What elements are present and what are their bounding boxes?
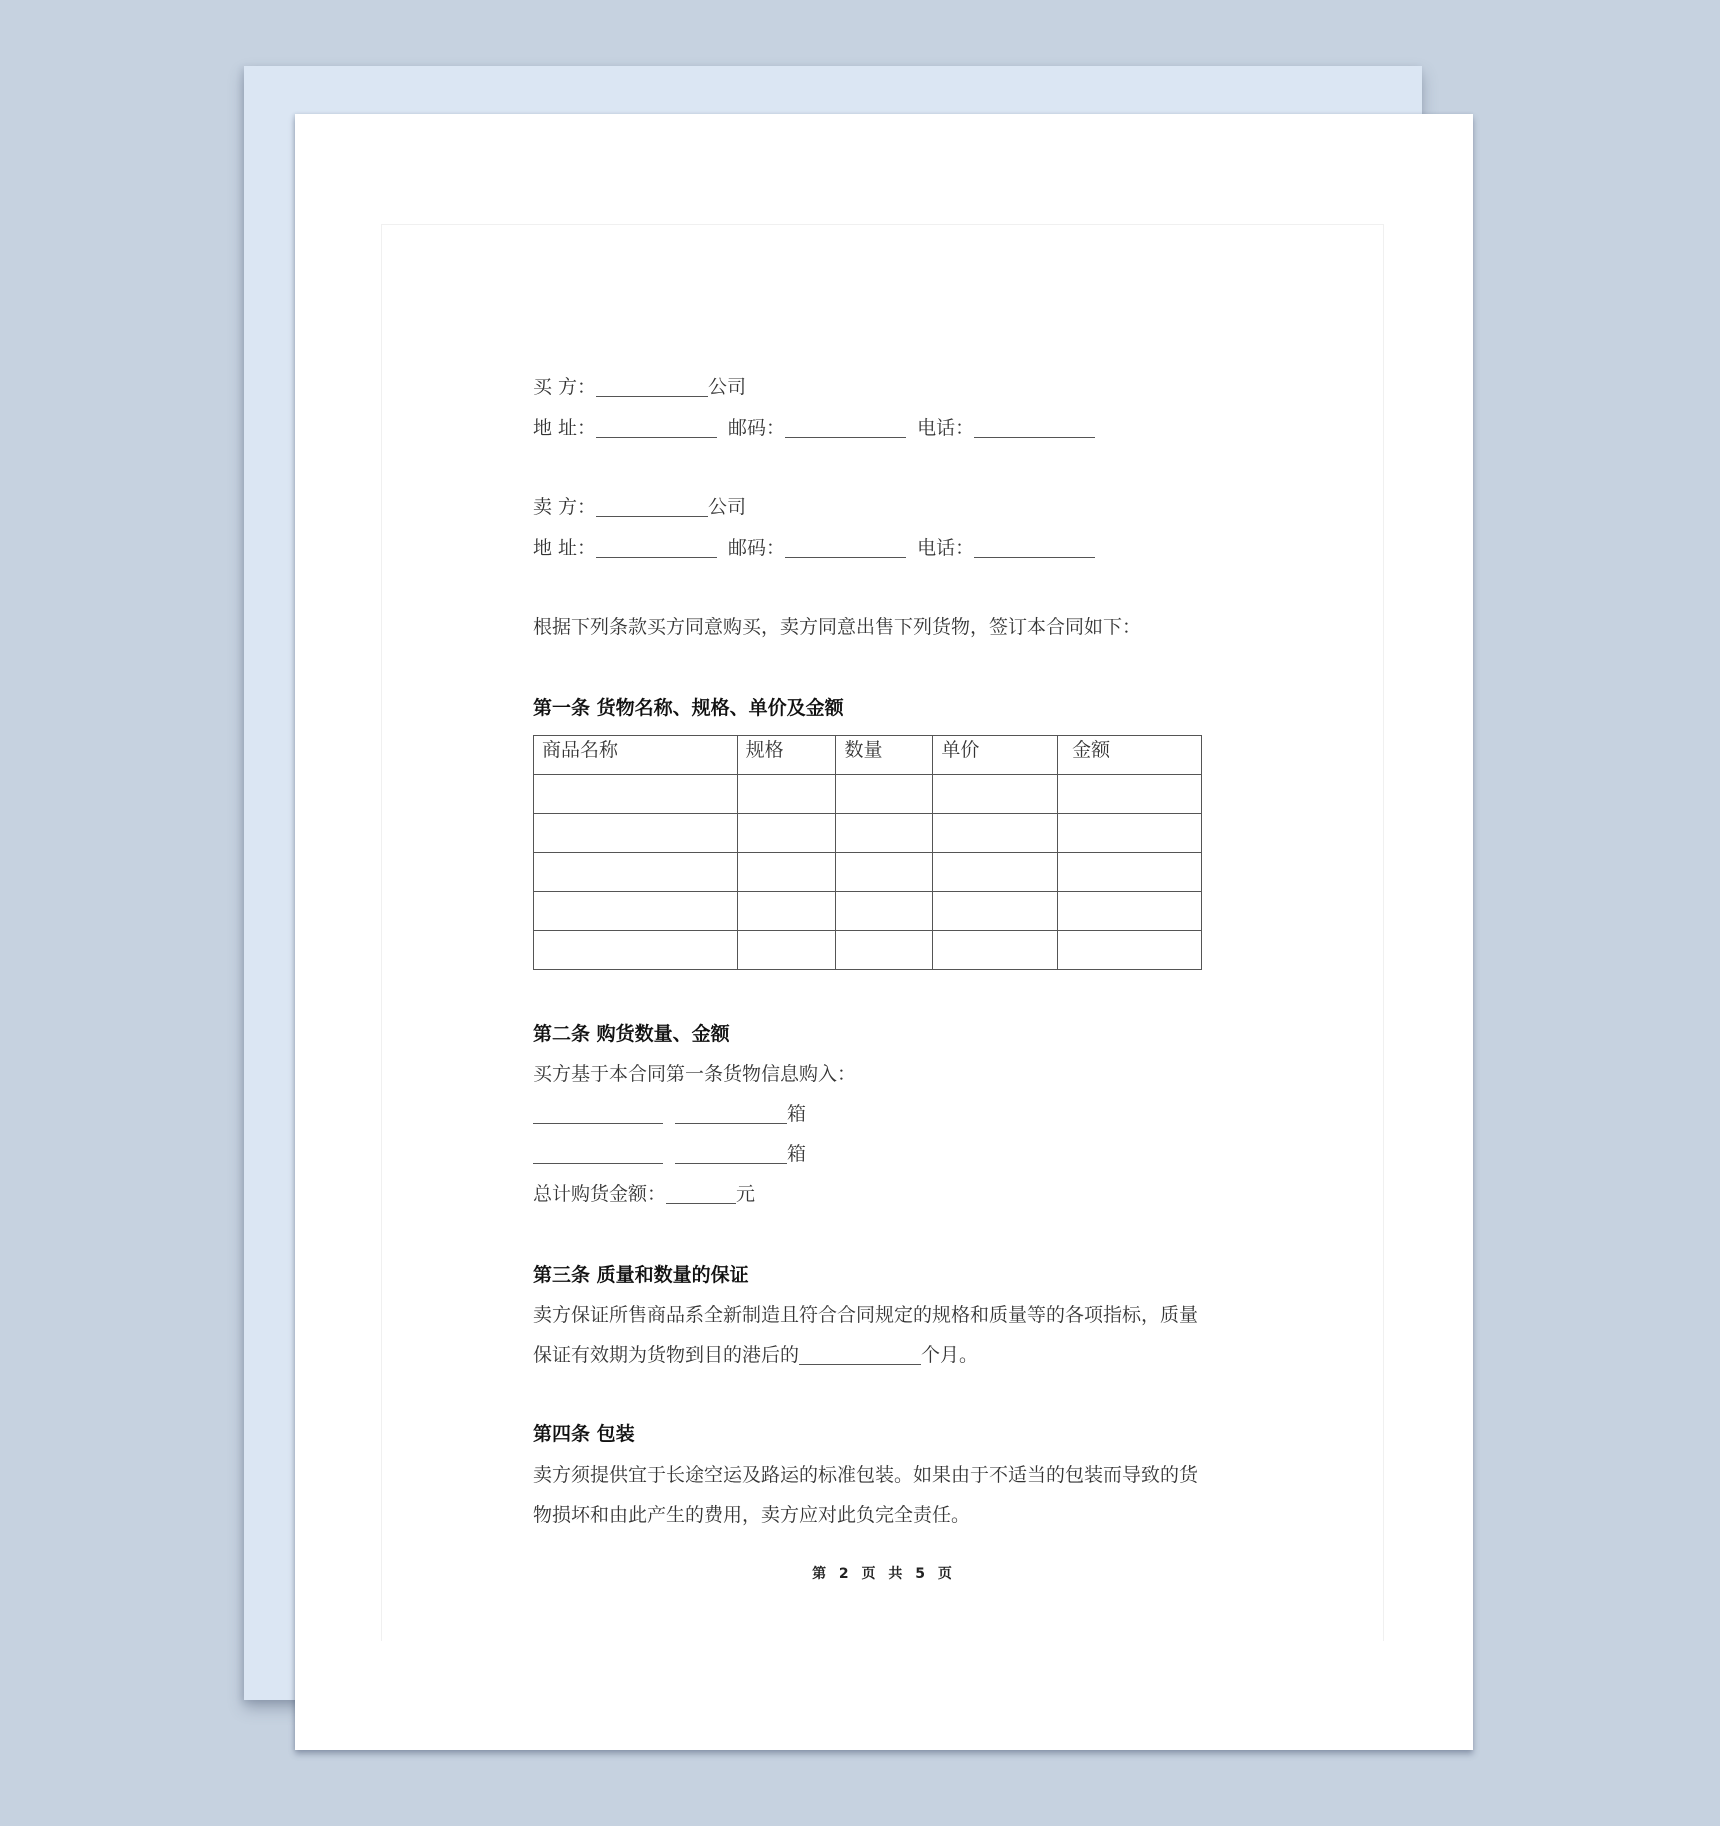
header-product-name: 商品名称 bbox=[534, 736, 738, 775]
buyer-address-label: 地 址： bbox=[533, 417, 597, 439]
seller-address-blank[interactable] bbox=[596, 537, 717, 558]
warranty-suffix: 个月。 bbox=[921, 1344, 979, 1366]
purchase-qty-blank-1[interactable] bbox=[675, 1103, 787, 1124]
buyer-address-blank[interactable] bbox=[596, 417, 717, 438]
buyer-suffix: 公司 bbox=[708, 376, 747, 398]
goods-table bbox=[533, 735, 1202, 970]
table-cell[interactable] bbox=[534, 892, 738, 931]
table-cell[interactable] bbox=[836, 775, 933, 814]
table-cell[interactable] bbox=[933, 853, 1058, 892]
header-spec: 规格 bbox=[737, 736, 836, 775]
seller-line bbox=[533, 492, 746, 522]
header-quantity: 数量 bbox=[836, 736, 933, 775]
warranty-months-blank[interactable] bbox=[799, 1344, 921, 1365]
article3-para-line2 bbox=[533, 1340, 978, 1370]
table-cell[interactable] bbox=[933, 931, 1058, 970]
header-unit-price: 单价 bbox=[933, 736, 1058, 775]
intro-text: 根据下列条款买方同意购买，卖方同意出售下列货物，签订本合同如下： bbox=[533, 616, 1142, 638]
seller-suffix: 公司 bbox=[708, 496, 747, 518]
article2-title: 第二条 购货数量、金额 bbox=[533, 1023, 730, 1045]
seller-address-line bbox=[533, 533, 1095, 563]
table-cell[interactable] bbox=[1058, 853, 1202, 892]
buyer-phone-blank[interactable] bbox=[974, 417, 1095, 438]
buyer-line bbox=[533, 372, 746, 402]
purchase-item-blank-2[interactable] bbox=[533, 1143, 663, 1164]
total-amount-label: 总计购货金额： bbox=[533, 1183, 667, 1205]
buyer-postcode-blank[interactable] bbox=[785, 417, 906, 438]
purchase-item-blank-1[interactable] bbox=[533, 1103, 663, 1124]
article2-intro: 买方基于本合同第一条货物信息购入： bbox=[533, 1063, 857, 1085]
article3-title: 第三条 质量和数量的保证 bbox=[533, 1264, 749, 1286]
table-row bbox=[534, 814, 1202, 853]
table-cell[interactable] bbox=[933, 775, 1058, 814]
article4-title: 第四条 包装 bbox=[533, 1423, 635, 1445]
table-cell[interactable] bbox=[737, 814, 836, 853]
seller-address-label: 地 址： bbox=[533, 537, 597, 559]
table-cell[interactable] bbox=[534, 814, 738, 853]
table-row bbox=[534, 931, 1202, 970]
table-cell[interactable] bbox=[534, 775, 738, 814]
table-cell[interactable] bbox=[933, 892, 1058, 931]
article1-title: 第一条 货物名称、规格、单价及金额 bbox=[533, 697, 844, 719]
table-cell[interactable] bbox=[1058, 892, 1202, 931]
table-cell[interactable] bbox=[836, 931, 933, 970]
buyer-address-line bbox=[533, 413, 1095, 443]
purchase-line-2 bbox=[533, 1139, 806, 1169]
table-cell[interactable] bbox=[737, 853, 836, 892]
article4-para-line2: 物损坏和由此产生的费用，卖方应对此负完全责任。 bbox=[533, 1504, 971, 1526]
table-cell[interactable] bbox=[534, 853, 738, 892]
buyer-postcode-label: 邮码： bbox=[728, 417, 786, 439]
table-cell[interactable] bbox=[737, 775, 836, 814]
table-cell[interactable] bbox=[836, 892, 933, 931]
total-amount-unit: 元 bbox=[736, 1183, 756, 1205]
header-amount: 金额 bbox=[1058, 736, 1202, 775]
table-cell[interactable] bbox=[1058, 775, 1202, 814]
table-cell[interactable] bbox=[534, 931, 738, 970]
table-row bbox=[534, 892, 1202, 931]
box-unit-1: 箱 bbox=[787, 1103, 807, 1125]
box-unit-2: 箱 bbox=[787, 1143, 807, 1165]
purchase-qty-blank-2[interactable] bbox=[675, 1143, 787, 1164]
buyer-label: 买 方： bbox=[533, 376, 597, 398]
total-amount-line bbox=[533, 1179, 755, 1209]
table-cell[interactable] bbox=[933, 814, 1058, 853]
purchase-line-1 bbox=[533, 1099, 806, 1129]
table-cell[interactable] bbox=[1058, 931, 1202, 970]
table-cell[interactable] bbox=[836, 814, 933, 853]
seller-name-blank[interactable] bbox=[596, 496, 708, 517]
seller-phone-label: 电话： bbox=[917, 537, 975, 559]
document-page bbox=[295, 114, 1473, 1750]
page-number: 第 2 页 共 5 页 bbox=[812, 1566, 956, 1582]
table-header-row bbox=[534, 736, 1202, 775]
table-cell[interactable] bbox=[1058, 814, 1202, 853]
seller-phone-blank[interactable] bbox=[974, 537, 1095, 558]
table-cell[interactable] bbox=[737, 931, 836, 970]
table-row bbox=[534, 775, 1202, 814]
buyer-name-blank[interactable] bbox=[596, 376, 708, 397]
article4-para-line1: 卖方须提供宜于长途空运及路运的标准包装。如果由于不适当的包装而导致的货 bbox=[533, 1464, 1199, 1486]
table-cell[interactable] bbox=[836, 853, 933, 892]
table-row bbox=[534, 853, 1202, 892]
seller-label: 卖 方： bbox=[533, 496, 597, 518]
buyer-phone-label: 电话： bbox=[917, 417, 975, 439]
warranty-prefix: 保证有效期为货物到目的港后的 bbox=[533, 1344, 800, 1366]
article3-para-line1: 卖方保证所售商品系全新制造且符合合同规定的规格和质量等的各项指标，质量 bbox=[533, 1304, 1199, 1326]
total-amount-blank[interactable] bbox=[666, 1183, 736, 1204]
seller-postcode-blank[interactable] bbox=[785, 537, 906, 558]
table-cell[interactable] bbox=[737, 892, 836, 931]
seller-postcode-label: 邮码： bbox=[728, 537, 786, 559]
